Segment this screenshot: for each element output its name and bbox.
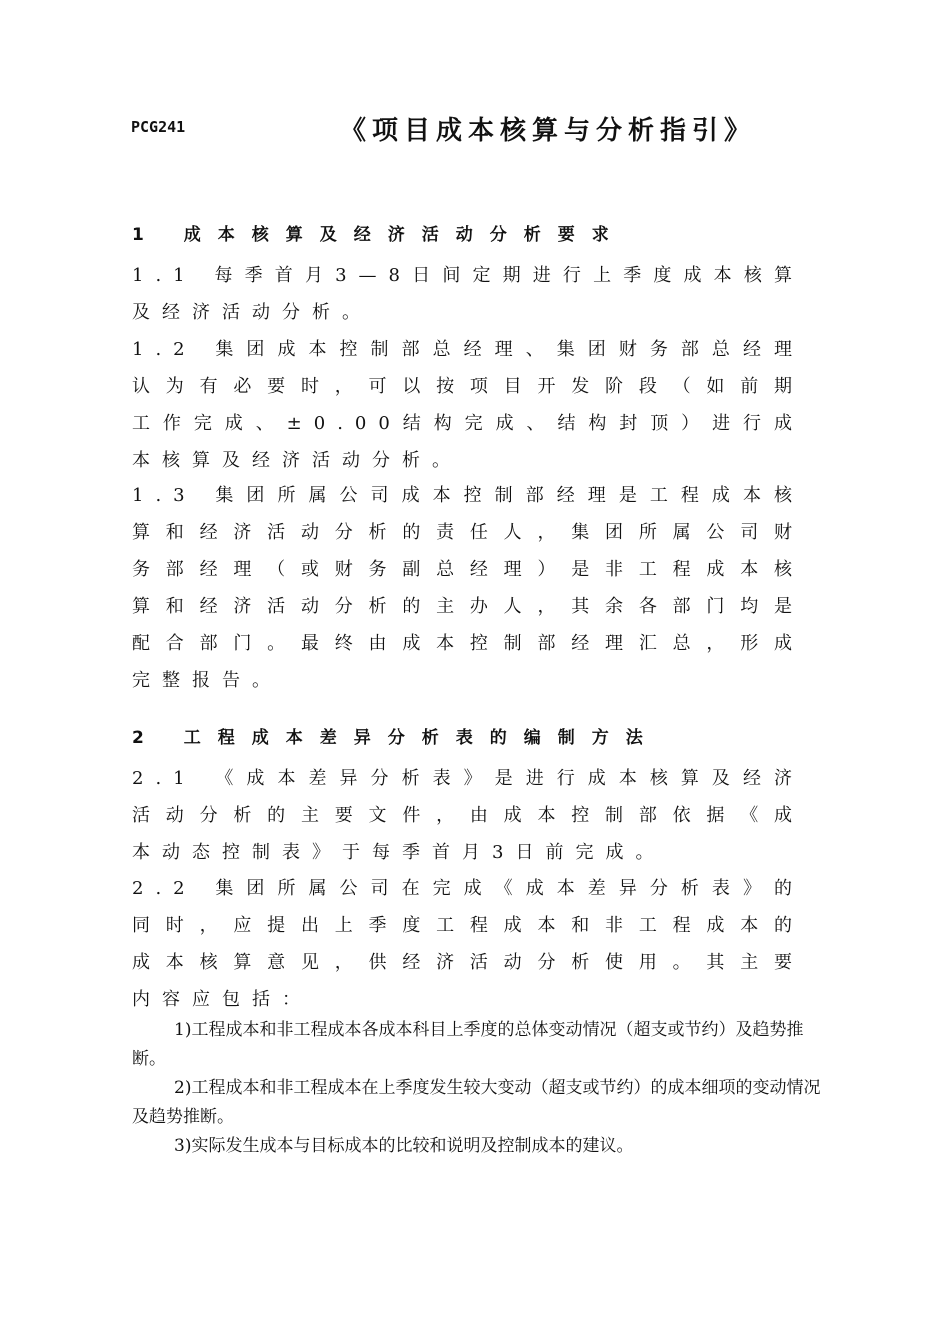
paragraph-line: 2.1 《成本差异分析表》是进行成本核算及经济 xyxy=(132,768,804,789)
paragraph-line: 1.1 每季首月3—8日间定期进行上季度成本核算 xyxy=(132,265,804,286)
paragraph-2-1 xyxy=(132,760,804,871)
paragraph-line: 1.2 集团成本控制部总经理、集团财务部总经理 xyxy=(132,339,804,360)
paragraph-line: 1.3 集团所属公司成本控制部经理是工程成本核 xyxy=(132,485,804,506)
paragraph-line: 及经济活动分析。 xyxy=(132,302,372,323)
paragraph-line: 成本核算意见，供经济活动分析使用。其主要 xyxy=(132,952,804,973)
paragraph-line: 工作完成、±0.00结构完成、结构封顶）进行成 xyxy=(132,413,804,434)
paragraph-line: 算和经济活动分析的责任人，集团所属公司财 xyxy=(132,522,804,543)
paragraph-line: 同时，应提出上季度工程成本和非工程成本的 xyxy=(132,915,804,936)
section-2-heading: 2 工程成本差异分析表的编制方法 xyxy=(132,728,660,748)
paragraph-line: 完整报告。 xyxy=(132,670,282,691)
paragraph-2-2 xyxy=(132,870,804,1018)
section-1-heading: 1 成本核算及经济活动分析要求 xyxy=(132,225,626,245)
paragraph-1-3 xyxy=(132,477,804,699)
paragraph-line: 务部经理（或财务副总经理）是非工程成本核 xyxy=(132,559,804,580)
paragraph-line: 本核算及经济活动分析。 xyxy=(132,450,462,471)
paragraph-line: 内容应包括： xyxy=(132,989,312,1010)
document-code: PCG241 xyxy=(131,118,186,136)
list-item: 2)工程成本和非工程成本在上季度发生较大变动（超支或节约）的成本细项的变动情况及趋势推断。 xyxy=(132,1078,821,1127)
paragraph-line: 活动分析的主要文件，由成本控制部依据《成 xyxy=(132,805,804,826)
document-title: 《项目成本核算与分析指引》 xyxy=(340,116,757,146)
paragraph-line: 2.2 集团所属公司在完成《成本差异分析表》的 xyxy=(132,878,804,899)
paragraph-line: 本动态控制表》于每季首月3日前完成。 xyxy=(132,842,666,863)
list-item: 3)实际发生成本与目标成本的比较和说明及控制成本的建议。 xyxy=(174,1136,634,1156)
paragraph-line: 配合部门。最终由成本控制部经理汇总，形成 xyxy=(132,633,804,654)
list-item: 1)工程成本和非工程成本各成本科目上季度的总体变动情况（超支或节约）及趋势推断。 xyxy=(132,1020,804,1069)
content-list xyxy=(132,1016,822,1161)
paragraph-1-2 xyxy=(132,331,804,479)
paragraph-1-1 xyxy=(132,257,804,331)
paragraph-line: 算和经济活动分析的主办人，其余各部门均是 xyxy=(132,596,804,617)
paragraph-line: 认为有必要时，可以按项目开发阶段（如前期 xyxy=(132,376,804,397)
